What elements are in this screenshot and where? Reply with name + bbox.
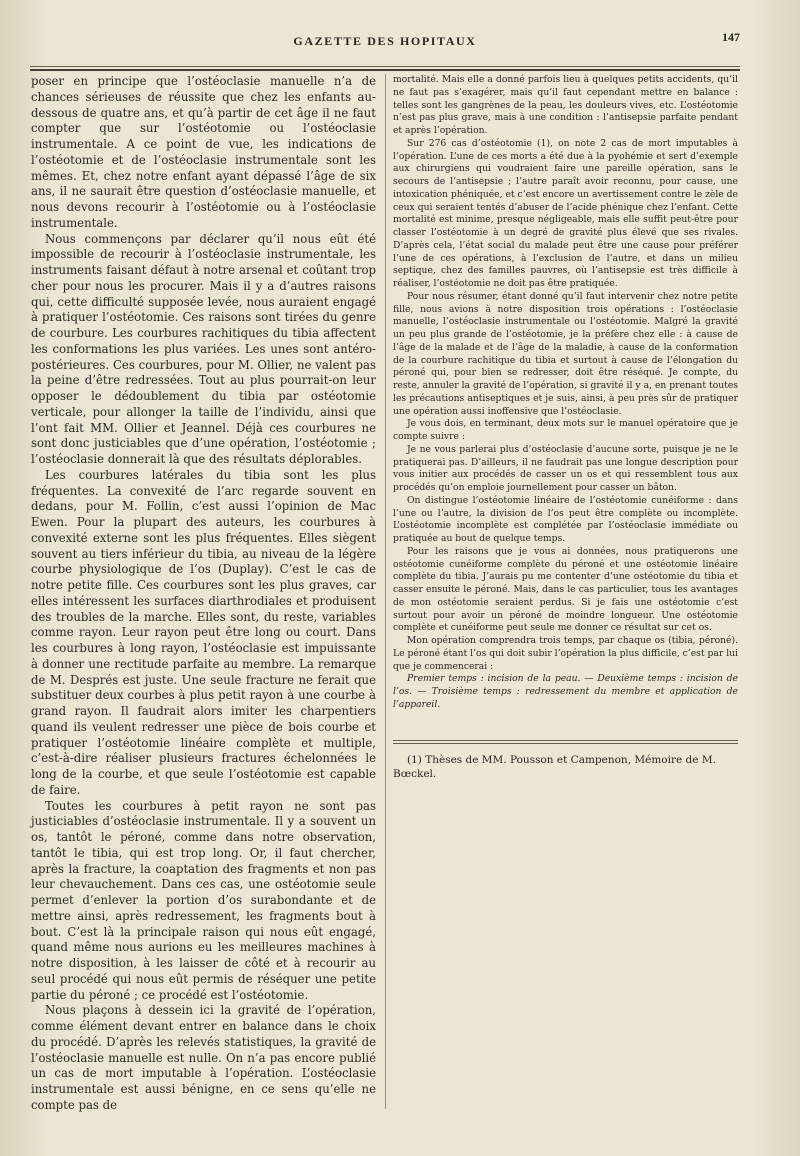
running-title: GAZETTE DES HOPITAUX bbox=[293, 34, 477, 48]
paragraph: mortalité. Mais elle a donné parfois lieu à quelques petits accidents, qu’il ne faut pas s’exagérer, mais qu’il faut cependant mettre en balance : telles sont les gangrènes de la peau, les douleurs vives, etc. L’ostéotomie n’est pas plus grave, mais à une condition : l’antisepsie parfaite pendant et après l’opération. bbox=[393, 74, 738, 136]
header-rule-thick bbox=[30, 69, 740, 71]
paragraph: Sur 276 cas d’ostéotomie (1), on note 2 cas de mort imputables à l’opération. L’une de ces morts a été due à la pyohémie et sert d’exemple aux chirurgiens qui voudraient faire une pareille opération, sans le secours de l’antisepsie ; l’autre paraît avoir reconnu, pour cause, une intoxication phéniquée, et c’est encore un avertissement contre le zèle de ceux qui seraient tentés d’abuser de l’acide phénique chez l’enfant. Cette mortalité est minime, presque négligeable, mais elle suffit peut-être pour classer l’ostéotomie à un degré de gravité plus élevé que ses rivales. D’après cela, l’état social du malade peut être une cause pour préférer l’une de ces opérations, à l’exclusion de l’autre, et dans un milieu septique, chez des familles pauvres, où l’antisepsie est très difficile à réaliser, l’ostéotomie ne doit pas être pratiquée. bbox=[393, 137, 738, 289]
footnote-rule-second bbox=[393, 743, 738, 744]
paragraph: Mon opération comprendra trois temps, par chaque os (tibia, péroné). Le péroné étant l’os qui doit subir l’opération la plus difficile, c’est par lui que je commencerai : bbox=[393, 635, 738, 672]
paragraph: Pour nous résumer, étant donné qu’il faut intervenir chez notre petite fille, nous avions à notre disposition trois opérations : l’ostéoclasie manuelle, l’ostéoclasie instrumentale ou l’ostéotomie. Malgré la gravité un peu plus grande de l’ostéotomie, je la préfère chez elle : à cause de l’âge de la malade et de l’âge de la maladie, à cause de la conformation de la courbure rachitique du tibia et surtout à cause de l’élongation du péroné qui, pour bien se redresser, doit être réséqué. Je compte, du reste, annuler la gravité de l’opération, si gravité il y a, en prenant toutes les précautions antiseptiques et je suis, ainsi, à peu près sûr de pratiquer une opération aussi inoffensive que l’ostéoclasie. bbox=[393, 290, 738, 417]
paragraph: Les courbures latérales du tibia sont les plus fréquentes. La convexité de l’arc regarde souvent en dedans, pour M. Follin, c’est aussi l’opinion de Mac Ewen. Pour la plupart des auteurs, les courbures à convexité externe sont les plus fréquentes. Elles siègent souvent au tiers inférieur du tibia, au niveau de la légère courbe physiologique de l’os (Duplay). C’est le cas de notre petite fille. Ces courbures sont les plus graves, car elles intéressent les surfaces diarthrodiales et produisent des troubles de la marche. Elles sont, du reste, variables comme rayon. Leur rayon peut être long ou court. Dans les courbures à long rayon, l’ostéoclasie est impuissante à donner une rectitude parfaite au membre. La remarque de M. Després est juste. Une seule fracture ne ferait que substituer deux courbes à plus petit rayon à une courbe à grand rayon. Il faudrait alors imiter les charpentiers quand ils veulent redresser une pièce de bois courbe et pratiquer l’ostéotomie linéaire complète et multiple, c’est-à-dire réaliser plusieurs fractures échelonnées le long de la courbe, et que seule l’ostéotomie est capable de faire. bbox=[31, 467, 376, 797]
paragraph: Je vous dois, en terminant, deux mots sur le manuel opératoire que je compte suivre : bbox=[393, 418, 738, 442]
footnote-rule bbox=[393, 740, 738, 741]
paragraph: Nous plaçons à dessein ici la gravité de l’opération, comme élément devant entrer en balance dans le choix du procédé. D’après les relevés statistiques, la gravité de l’ostéoclasie manuelle est nulle. On n’a pas encore publié un cas de mort imputable à l’opération. L’ostéoclasie instrumentale est aussi bénigne, en ce sens qu’elle ne compte pas de bbox=[31, 1003, 376, 1112]
paragraph: Je ne vous parlerai plus d’ostéoclasie d’aucune sorte, puisque je ne le pratiquerai pas. D’ailleurs, il ne faudrait pas une longue description pour vous initier aux procédés de casser un os et qui ressemblent tous aux procédés qu’on emploie journellement pour casser un bâton. bbox=[393, 443, 738, 493]
paragraph: Pour les raisons que je vous ai données, nous pratiquerons une ostéotomie cunéiforme complète du péroné et une ostéotomie linéaire complète du tibia. J’aurais pu me contenter d’une ostéotomie du tibia et casser ensuite le péroné. Mais, dans le cas particulier, tous les avantages de mon ostéotomie seraient perdus. Si je fais une ostéotomie c’est surtout pour avoir un péroné de moindre longueur. Une ostéotomie complète et cunéiforme peut seule me donner ce résultat sur cet os. bbox=[393, 545, 738, 634]
column-divider bbox=[385, 74, 386, 1109]
left-column bbox=[31, 74, 376, 1114]
paragraph: poser en principe que l’ostéoclasie manuelle n’a de chances sérieuses de réussite que chez les enfants au-dessous de quatre ans, et qu’à partir de cet âge il ne faut compter que sur l’ostéotomie ou l’ostéoclasie instrumentale. A ce point de vue, les indications de l’ostéotomie et de l’ostéoclasie instrumentale sont les mêmes. Et, chez notre enfant ayant dépassé l’âge de six ans, il ne saurait être question d’ostéoclasie manuelle, et nous devons recourir à l’ostéotomie ou à l’ostéoclasie instrumentale. bbox=[31, 74, 376, 230]
paragraph: Nous commençons par déclarer qu’il nous eût été impossible de recourir à l’ostéoclasie instrumentale, les instruments faisant défaut à notre arsenal et coûtant trop cher pour nous les procurer. Mais il y a d’autres raisons qui, cette difficulté supposée levée, nous auraient engagé à pratiquer l’ostéotomie. Ces raisons sont tirées du genre de courbure. Les courbures rachitiques du tibia affectent les conformations les plus variées. Les unes sont antéro-postérieures. Ces courbures, pour M. Ollier, ne valent pas la peine d’être redressées. Tout au plus pourrait-on leur opposer le dédoublement du tibia par ostéotomie verticale, pour allonger la taille de l’individu, ainsi que l’ont fait MM. Ollier et Jeannel. Déjà ces courbures ne sont donc justiciables que d’une opération, l’ostéotomie ; l’ostéoclasie donnerait là que des résultats déplorables. bbox=[31, 231, 376, 466]
operation-steps: Premier temps : incision de la peau. — Deuxième temps : incision de l’os. — Troisième temps : redressement du membre et application de l’appareil. bbox=[393, 673, 738, 710]
page-header bbox=[30, 30, 740, 52]
header-rule bbox=[30, 66, 740, 67]
page-number: 147 bbox=[722, 30, 740, 44]
paragraph: Toutes les courbures à petit rayon ne sont pas justiciables d’ostéoclasie instrumentale. Il y a souvent un os, tantôt le péroné, comme dans notre observation, tantôt le tibia, qui est trop long. Or, il faut chercher, après la fracture, la coaptation des fragments et non pas leur chevauchement. Dans ces cas, une ostéotomie seule permet d’enlever la portion d’os surabondante et de mettre ainsi, après redressement, les fragments bout à bout. C’est là la principale raison qui nous eût engagé, quand même nous aurions eu les meilleures machines à notre disposition, à les laisser de côté et à recourir au seul procédé qui nous eût permis de réséquer une petite partie du péroné ; ce procédé est l’ostéotomie. bbox=[31, 798, 376, 1002]
footnote: (1) Thèses de MM. Pousson et Campenon, Mémoire de M. Bœckel. bbox=[393, 754, 716, 780]
paragraph: On distingue l’ostéotomie linéaire de l’ostéotomie cunéiforme : dans l’une ou l’autre, la division de l’os peut être complète ou incomplète. L’ostéotomie incomplète est complétée par l’ostéoclasie immédiate ou pratiquée au bout de quelque temps. bbox=[393, 494, 738, 544]
right-column bbox=[393, 74, 738, 774]
